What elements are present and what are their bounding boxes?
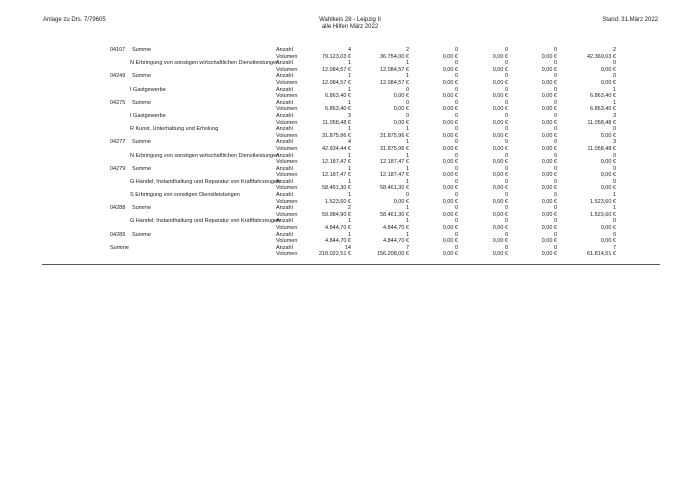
value-cell: 12.187,47 € bbox=[379, 159, 409, 166]
value-cell: 1 bbox=[347, 99, 351, 106]
row-description: I Gastgewerbe bbox=[130, 86, 166, 93]
value-cell: 2 bbox=[347, 205, 351, 212]
value-cell: 0,00 € bbox=[541, 79, 557, 86]
value-cell: 0 bbox=[454, 139, 458, 146]
value-cell: 0,00 € bbox=[492, 119, 508, 126]
value-cell: 0,00 € bbox=[442, 159, 458, 166]
value-cell: 0,00 € bbox=[600, 225, 616, 232]
row-measure: Anzahl bbox=[276, 60, 293, 67]
value-cell: 0,00 € bbox=[442, 132, 458, 139]
row-measure: Anzahl bbox=[276, 205, 293, 212]
row-measure: Volumen bbox=[276, 251, 298, 258]
table-row bbox=[0, 159, 700, 166]
value-cell: 7 bbox=[405, 244, 409, 251]
value-cell: 1 bbox=[347, 126, 351, 133]
row-measure: Anzahl bbox=[276, 192, 293, 199]
table-row bbox=[0, 205, 700, 212]
value-cell: 58.461,30 € bbox=[321, 185, 351, 192]
value-cell: 1 bbox=[347, 86, 351, 93]
value-cell: 0,00 € bbox=[492, 225, 508, 232]
value-cell: 0 bbox=[454, 244, 458, 251]
value-cell: 0 bbox=[405, 99, 409, 106]
value-cell: 0,00 € bbox=[442, 172, 458, 179]
value-cell: 0,00 € bbox=[492, 66, 508, 73]
value-cell: 0,00 € bbox=[541, 172, 557, 179]
value-cell: 12.187,47 € bbox=[321, 159, 351, 166]
value-cell: 11.058,48 € bbox=[322, 119, 351, 126]
value-cell: 0 bbox=[454, 60, 458, 67]
table-row bbox=[0, 60, 700, 67]
value-cell: 0,00 € bbox=[393, 106, 409, 113]
value-cell: 0,00 € bbox=[442, 238, 458, 245]
value-cell: 0 bbox=[553, 152, 557, 159]
value-cell: 1 bbox=[405, 139, 409, 146]
value-cell: 0,00 € bbox=[442, 211, 458, 218]
value-cell: 14 bbox=[344, 244, 351, 251]
table-row bbox=[0, 133, 700, 140]
value-cell: 1 bbox=[405, 73, 409, 80]
value-cell: 4 bbox=[347, 47, 351, 53]
value-cell: 0 bbox=[454, 218, 458, 225]
value-cell: 1.523,60 € bbox=[590, 198, 616, 205]
value-cell: 58.461,30 € bbox=[379, 185, 409, 192]
row-description: N Erbringung von sonstigen wirtschaftlichen Dienstleistungen bbox=[130, 60, 280, 67]
value-cell: 0 bbox=[504, 231, 508, 238]
value-cell: 4.844,70 € bbox=[325, 238, 351, 245]
table-row bbox=[0, 80, 700, 87]
value-cell: 1 bbox=[405, 126, 409, 133]
value-cell: 1.523,60 € bbox=[590, 211, 616, 218]
row-code: 04277 bbox=[110, 139, 126, 146]
value-cell: 36.754,00 € bbox=[379, 53, 409, 60]
value-cell: 156.208,00 € bbox=[376, 251, 409, 258]
row-measure: Volumen bbox=[276, 106, 298, 113]
row-description: S Erbringung von sonstigen Dienstleistungen bbox=[130, 192, 240, 199]
row-measure: Volumen bbox=[276, 172, 298, 179]
row-description: R Kunst, Unterhaltung und Erholung bbox=[130, 126, 219, 133]
row-measure: Anzahl bbox=[276, 218, 293, 225]
value-cell: 6.863,40 € bbox=[590, 93, 616, 100]
value-cell: 1 bbox=[347, 218, 351, 225]
value-cell: 218.022,51 € bbox=[318, 251, 351, 258]
value-cell: 0,00 € bbox=[492, 251, 508, 258]
value-cell: 0,00 € bbox=[541, 119, 557, 126]
row-measure: Volumen bbox=[276, 185, 298, 192]
value-cell: 0,00 € bbox=[442, 185, 458, 192]
row-code: 04275 bbox=[110, 99, 126, 106]
value-cell: 0,00 € bbox=[541, 251, 557, 258]
value-cell: 0 bbox=[553, 47, 557, 53]
value-cell: 12.084,57 € bbox=[321, 66, 351, 73]
value-cell: 0,00 € bbox=[442, 145, 458, 152]
value-cell: 1 bbox=[612, 99, 616, 106]
row-measure: Anzahl bbox=[276, 139, 293, 146]
value-cell: 0,00 € bbox=[393, 93, 409, 100]
value-cell: 0,00 € bbox=[541, 53, 557, 60]
table-row bbox=[0, 113, 700, 120]
value-cell: 0 bbox=[553, 244, 557, 251]
value-cell: 0 bbox=[504, 47, 508, 53]
row-measure: Volumen bbox=[276, 211, 298, 218]
value-cell: 0,00 € bbox=[393, 119, 409, 126]
value-cell: 0,00 € bbox=[442, 66, 458, 73]
row-measure: Volumen bbox=[276, 145, 298, 152]
row-measure: Anzahl bbox=[276, 73, 293, 80]
value-cell: 0,00 € bbox=[600, 172, 616, 179]
table-row bbox=[0, 192, 700, 199]
row-measure: Anzahl bbox=[276, 86, 293, 93]
value-cell: 0,00 € bbox=[492, 238, 508, 245]
table-row bbox=[0, 47, 700, 54]
value-cell: 1 bbox=[405, 231, 409, 238]
value-cell: 42.369,03 € bbox=[586, 53, 616, 60]
value-cell: 0 bbox=[504, 218, 508, 225]
value-cell: 0,00 € bbox=[541, 198, 557, 205]
value-cell: 0,00 € bbox=[442, 225, 458, 232]
table-row bbox=[0, 179, 700, 186]
value-cell: 1 bbox=[405, 178, 409, 185]
value-cell: 3 bbox=[612, 112, 616, 119]
table-row bbox=[0, 232, 700, 239]
value-cell: 0 bbox=[612, 126, 616, 133]
value-cell: 1 bbox=[347, 165, 351, 172]
value-cell: 1 bbox=[612, 86, 616, 93]
value-cell: 0,00 € bbox=[442, 93, 458, 100]
row-measure: Anzahl bbox=[276, 165, 293, 172]
table-row bbox=[0, 212, 700, 219]
table-row bbox=[0, 245, 700, 252]
row-measure: Anzahl bbox=[276, 126, 293, 133]
value-cell: 0 bbox=[504, 244, 508, 251]
table-row bbox=[0, 251, 700, 258]
value-cell: 0 bbox=[504, 152, 508, 159]
value-cell: 31.875,96 € bbox=[379, 132, 409, 139]
row-description: G Handel; Instandhaltung und Reparatur von Kraftfahrzeugen bbox=[130, 218, 281, 225]
value-cell: 0,00 € bbox=[541, 132, 557, 139]
value-cell: 1 bbox=[347, 178, 351, 185]
value-cell: 0 bbox=[553, 86, 557, 93]
value-cell: 12.084,57 € bbox=[379, 66, 409, 73]
value-cell: 0,00 € bbox=[492, 172, 508, 179]
value-cell: 1 bbox=[347, 231, 351, 238]
value-cell: 0,00 € bbox=[541, 225, 557, 232]
value-cell: 0,00 € bbox=[442, 251, 458, 258]
value-cell: 3 bbox=[612, 139, 616, 146]
value-cell: 0,00 € bbox=[600, 238, 616, 245]
value-cell: 4.844,70 € bbox=[325, 225, 351, 232]
row-name: Summe bbox=[132, 231, 151, 238]
value-cell: 0,00 € bbox=[492, 53, 508, 60]
value-cell: 0,00 € bbox=[492, 106, 508, 113]
row-name: Summe bbox=[132, 139, 151, 146]
row-code: 04279 bbox=[110, 165, 126, 172]
value-cell: 2 bbox=[405, 47, 409, 53]
value-cell: 1 bbox=[405, 60, 409, 67]
value-cell: 1 bbox=[405, 152, 409, 159]
title-line-2: alle Hilfen März 2022 bbox=[321, 24, 379, 30]
value-cell: 0,00 € bbox=[492, 211, 508, 218]
table-row bbox=[0, 199, 700, 206]
value-cell: 0 bbox=[405, 86, 409, 93]
value-cell: 0 bbox=[504, 60, 508, 67]
value-cell: 0 bbox=[553, 73, 557, 80]
data-table bbox=[0, 47, 700, 258]
value-cell: 0 bbox=[612, 152, 616, 159]
row-name: Summe bbox=[132, 73, 151, 80]
row-name: Summe bbox=[132, 165, 151, 172]
value-cell: 0 bbox=[504, 86, 508, 93]
value-cell: 0,00 € bbox=[492, 93, 508, 100]
value-cell: 1 bbox=[347, 192, 351, 199]
table-row bbox=[0, 172, 700, 179]
table-row bbox=[0, 225, 700, 232]
table-row bbox=[0, 100, 700, 107]
table-row bbox=[0, 126, 700, 133]
table-row bbox=[0, 146, 700, 153]
value-cell: 1 bbox=[347, 73, 351, 80]
value-cell: 0 bbox=[504, 99, 508, 106]
value-cell: 4.844,70 € bbox=[383, 238, 409, 245]
table-row bbox=[0, 87, 700, 94]
value-cell: 0,00 € bbox=[442, 198, 458, 205]
value-cell: 7 bbox=[612, 244, 616, 251]
row-measure: Volumen bbox=[276, 132, 298, 139]
table-row bbox=[0, 54, 700, 61]
row-code: 04249 bbox=[110, 73, 126, 80]
value-cell: 0,00 € bbox=[492, 132, 508, 139]
value-cell: 6.863,40 € bbox=[325, 106, 351, 113]
value-cell: 0 bbox=[504, 139, 508, 146]
value-cell: 0,00 € bbox=[600, 185, 616, 192]
table-row bbox=[0, 218, 700, 225]
row-code: 04288 bbox=[110, 205, 126, 212]
row-measure: Volumen bbox=[276, 93, 298, 100]
row-measure: Volumen bbox=[276, 79, 298, 86]
value-cell: 0,00 € bbox=[442, 119, 458, 126]
value-cell: 1 bbox=[347, 152, 351, 159]
table-row bbox=[0, 185, 700, 192]
value-cell: 0 bbox=[553, 192, 557, 199]
value-cell: 0 bbox=[612, 178, 616, 185]
row-name: Summe bbox=[132, 47, 151, 53]
value-cell: 4.844,70 € bbox=[383, 225, 409, 232]
row-measure: Anzahl bbox=[276, 231, 293, 238]
value-cell: 0,00 € bbox=[600, 66, 616, 73]
value-cell: 58.461,30 € bbox=[379, 211, 409, 218]
value-cell: 0 bbox=[612, 165, 616, 172]
value-cell: 0 bbox=[553, 99, 557, 106]
value-cell: 1 bbox=[405, 205, 409, 212]
row-description: I Gastgewerbe bbox=[130, 112, 166, 119]
value-cell: 0 bbox=[454, 152, 458, 159]
table-row bbox=[0, 153, 700, 160]
row-measure: Volumen bbox=[276, 225, 298, 232]
value-cell: 0,00 € bbox=[541, 106, 557, 113]
value-cell: 0 bbox=[454, 231, 458, 238]
table-row bbox=[0, 93, 700, 100]
title-line-1: Wahlkeis 28 - Leipzig II bbox=[319, 17, 381, 23]
table-row bbox=[0, 67, 700, 74]
value-cell: 0 bbox=[454, 178, 458, 185]
value-cell: 0,00 € bbox=[541, 159, 557, 166]
value-cell: 0,00 € bbox=[492, 145, 508, 152]
row-measure: Anzahl bbox=[276, 99, 293, 106]
table-row bbox=[0, 139, 700, 146]
value-cell: 0 bbox=[454, 112, 458, 119]
value-cell: 0 bbox=[454, 205, 458, 212]
value-cell: 0 bbox=[553, 231, 557, 238]
value-cell: 0,00 € bbox=[541, 93, 557, 100]
value-cell: 0 bbox=[612, 60, 616, 67]
row-measure: Volumen bbox=[276, 159, 298, 166]
value-cell: 0 bbox=[454, 73, 458, 80]
value-cell: 0 bbox=[553, 218, 557, 225]
value-cell: 0,00 € bbox=[541, 145, 557, 152]
value-cell: 0,00 € bbox=[541, 238, 557, 245]
value-cell: 1.523,60 € bbox=[325, 198, 351, 205]
value-cell: 6.863,40 € bbox=[325, 93, 351, 100]
value-cell: 0,00 € bbox=[492, 185, 508, 192]
row-measure: Volumen bbox=[276, 66, 298, 73]
table-row bbox=[0, 166, 700, 173]
row-measure: Volumen bbox=[276, 198, 298, 205]
value-cell: 0 bbox=[553, 139, 557, 146]
value-cell: 0 bbox=[612, 218, 616, 225]
table-row bbox=[0, 73, 700, 80]
value-cell: 0 bbox=[553, 178, 557, 185]
value-cell: 2 bbox=[612, 47, 616, 53]
table-row bbox=[0, 238, 700, 245]
value-cell: 0,00 € bbox=[600, 159, 616, 166]
row-description: G Handel; Instandhaltung und Reparatur von Kraftfahrzeugen bbox=[130, 178, 281, 185]
value-cell: 0,00 € bbox=[600, 79, 616, 86]
value-cell: 59.984,90 € bbox=[321, 211, 351, 218]
value-cell: 0,00 € bbox=[442, 53, 458, 60]
value-cell: 0 bbox=[612, 231, 616, 238]
value-cell: 12.187,47 € bbox=[321, 172, 351, 179]
row-name: Summe bbox=[132, 205, 151, 212]
row-description: N Erbringung von sonstigen wirtschaftlichen Dienstleistungen bbox=[130, 152, 280, 159]
value-cell: 0,00 € bbox=[442, 79, 458, 86]
row-code: Summe bbox=[110, 244, 129, 251]
value-cell: 12.187,47 € bbox=[379, 172, 409, 179]
value-cell: 1 bbox=[405, 218, 409, 225]
value-cell: 0 bbox=[454, 86, 458, 93]
value-cell: 1 bbox=[405, 165, 409, 172]
value-cell: 31.875,96 € bbox=[379, 145, 409, 152]
value-cell: 0,00 € bbox=[541, 185, 557, 192]
value-cell: 0 bbox=[504, 126, 508, 133]
value-cell: 3 bbox=[347, 112, 351, 119]
value-cell: 31.875,96 € bbox=[321, 132, 351, 139]
value-cell: 1 bbox=[612, 192, 616, 199]
row-measure: Volumen bbox=[276, 119, 298, 126]
row-measure: Volumen bbox=[276, 238, 298, 245]
value-cell: 0 bbox=[553, 165, 557, 172]
value-cell: 0 bbox=[553, 126, 557, 133]
value-cell: 1 bbox=[347, 60, 351, 67]
value-cell: 0 bbox=[504, 165, 508, 172]
value-cell: 0 bbox=[504, 73, 508, 80]
value-cell: 0,00 € bbox=[600, 132, 616, 139]
value-cell: 0,00 € bbox=[492, 79, 508, 86]
row-code: 04107 bbox=[110, 47, 126, 53]
value-cell: 11.058,48 € bbox=[587, 119, 616, 126]
value-cell: 0 bbox=[553, 60, 557, 67]
table-row bbox=[0, 120, 700, 127]
row-name: Summe bbox=[132, 99, 151, 106]
document-date: Stand: 31.März 2022 bbox=[602, 17, 658, 23]
value-cell: 0,00 € bbox=[541, 211, 557, 218]
value-cell: 0 bbox=[454, 47, 458, 53]
value-cell: 42.934,44 € bbox=[321, 145, 351, 152]
value-cell: 0 bbox=[504, 178, 508, 185]
value-cell: 12.084,57 € bbox=[379, 79, 409, 86]
document-title bbox=[0, 17, 700, 31]
value-cell: 4 bbox=[347, 139, 351, 146]
value-cell: 0 bbox=[454, 126, 458, 133]
value-cell: 1 bbox=[612, 205, 616, 212]
value-cell: 6.863,40 € bbox=[590, 106, 616, 113]
value-cell: 0 bbox=[504, 192, 508, 199]
value-cell: 61.814,51 € bbox=[586, 251, 616, 258]
value-cell: 0 bbox=[454, 99, 458, 106]
table-bottom-rule bbox=[42, 264, 660, 265]
row-measure: Anzahl bbox=[276, 112, 293, 119]
value-cell: 0 bbox=[553, 112, 557, 119]
value-cell: 0,00 € bbox=[492, 159, 508, 166]
row-measure: Anzahl bbox=[276, 178, 293, 185]
value-cell: 0 bbox=[553, 205, 557, 212]
row-measure: Anzahl bbox=[276, 244, 293, 251]
row-measure: Anzahl bbox=[276, 47, 293, 53]
value-cell: 0 bbox=[504, 205, 508, 212]
value-cell: 12.084,57 € bbox=[321, 79, 351, 86]
table-row bbox=[0, 106, 700, 113]
value-cell: 0 bbox=[504, 112, 508, 119]
value-cell: 0 bbox=[454, 165, 458, 172]
value-cell: 0,00 € bbox=[442, 106, 458, 113]
value-cell: 0 bbox=[612, 73, 616, 80]
document-reference: Anlage zu Drs. 7/79605 bbox=[43, 17, 106, 23]
value-cell: 0 bbox=[454, 192, 458, 199]
value-cell: 0,00 € bbox=[541, 66, 557, 73]
value-cell: 0 bbox=[405, 192, 409, 199]
value-cell: 79.123,03 € bbox=[321, 53, 351, 60]
row-measure: Anzahl bbox=[276, 152, 293, 159]
row-measure: Volumen bbox=[276, 53, 298, 60]
value-cell: 0 bbox=[405, 112, 409, 119]
row-code: 04289 bbox=[110, 231, 126, 238]
value-cell: 11.058,48 € bbox=[587, 145, 616, 152]
value-cell: 0,00 € bbox=[492, 198, 508, 205]
value-cell: 0,00 € bbox=[393, 198, 409, 205]
